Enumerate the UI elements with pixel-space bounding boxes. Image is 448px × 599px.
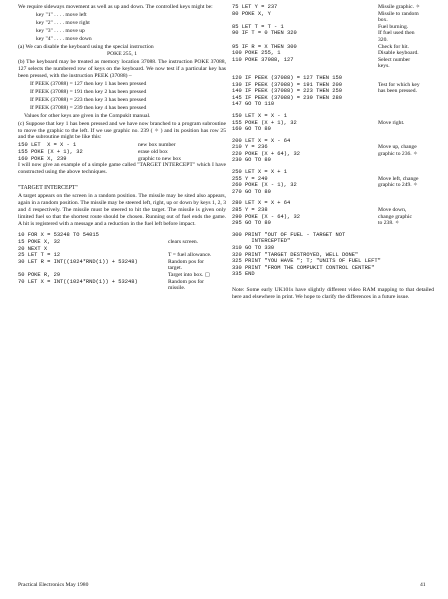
code-text: 50 POKE R, 29 bbox=[18, 272, 61, 278]
code-text: 220 POKE (X + 64), 32 bbox=[232, 150, 300, 157]
code-text: 250 LET X = X + 1 bbox=[232, 169, 287, 176]
code-comment: clears screen. bbox=[168, 239, 199, 246]
code-comment: T = fuel allowance. bbox=[168, 252, 212, 259]
code-comment: Move down, bbox=[378, 207, 407, 214]
code-text: INTERCEPTED" bbox=[232, 238, 291, 245]
code-block bbox=[232, 4, 434, 70]
code-text: 150 LET X = X - 1 bbox=[232, 112, 287, 119]
code-line bbox=[232, 271, 434, 278]
code-line bbox=[232, 169, 434, 176]
code-comment: Move right. bbox=[378, 119, 405, 126]
item-a-command: POKE 255, 1 bbox=[107, 51, 137, 58]
code-text: 15 POKE X, 32 bbox=[18, 239, 61, 246]
code-line bbox=[232, 157, 434, 164]
code-line bbox=[232, 232, 434, 239]
code-line bbox=[232, 95, 434, 102]
code-line bbox=[18, 142, 226, 149]
key-line: key "1" . . . . move left bbox=[36, 11, 87, 18]
item-c: (c) Suppose that key 1 has been pressed and we have now branched to a program subroutine to move the graphic to the left. If we use graphic no. 239 ( ✧ ) and its position has row 25 and the subroutine might be like this: bbox=[18, 120, 228, 141]
code-line bbox=[232, 258, 434, 265]
code-comment: target. bbox=[168, 265, 183, 272]
code-line bbox=[18, 252, 226, 259]
after-subroutine: I will now give an example of a simple game called "TARGET INTERCEPT" which I have constructed using the above techniques. bbox=[18, 162, 228, 175]
code-text: 295 GO TO 80 bbox=[232, 220, 271, 227]
code-text: 280 LET X = X + 64 bbox=[232, 200, 291, 207]
code-line bbox=[232, 151, 434, 158]
left-column bbox=[18, 4, 226, 292]
code-text: 310 GO TO 330 bbox=[232, 245, 275, 251]
code-comment: graphic to new box bbox=[138, 155, 182, 162]
code-line bbox=[232, 120, 434, 127]
item-b: (b) The keyboard may be treated as memory location 37088. The instruction POKE 37088, 127 selects the numbered row of keys on the keyboard. We now test if a particular key has been pressed, with the instruction PEEK (37088) – bbox=[18, 59, 228, 80]
code-line bbox=[232, 265, 434, 272]
code-text: 335 END bbox=[232, 271, 255, 278]
code-block bbox=[232, 113, 434, 133]
code-block bbox=[232, 232, 434, 278]
code-text: 145 IF PEEK (37088) = 239 THEN 280 bbox=[232, 94, 342, 101]
code-text: 230 GO TO 80 bbox=[232, 157, 271, 164]
code-text: 255 Y = 249 bbox=[232, 175, 268, 182]
code-line bbox=[232, 82, 434, 89]
key-line: key "3" . . . . move up bbox=[36, 27, 85, 34]
code-text: 325 PRINT "YOU HAVE "; T; "UNITS OF FUEL LEFT" bbox=[232, 258, 381, 265]
code-line bbox=[232, 88, 434, 95]
code-comment: Missile graphic. ✧ bbox=[378, 4, 421, 10]
code-comment: Select number bbox=[378, 56, 411, 63]
code-line bbox=[232, 126, 434, 133]
code-comment: change graphic bbox=[378, 213, 413, 220]
code-text: 120 IF PEEK (37088) = 127 THEN 150 bbox=[232, 74, 342, 81]
code-line bbox=[232, 30, 434, 37]
code-line bbox=[18, 149, 226, 156]
code-line bbox=[18, 285, 226, 292]
code-text: 140 IF PEEK (37088) = 223 THEN 250 bbox=[232, 88, 342, 95]
code-comment: Test for which key bbox=[378, 81, 420, 88]
code-comment: Target into box. ▢ bbox=[168, 272, 211, 278]
code-text: 155 POKE (X + 1), 32 bbox=[18, 148, 83, 155]
key-line: key "4" . . . . move down bbox=[36, 35, 92, 42]
code-line bbox=[232, 238, 434, 245]
code-line bbox=[232, 11, 434, 18]
code-comment: to 238. ✧ bbox=[378, 220, 400, 227]
key-list bbox=[18, 12, 226, 43]
code-block bbox=[232, 138, 434, 164]
code-line bbox=[232, 245, 434, 252]
peek-line: If PEEK (37088) = 239 then key 4 has been pressed bbox=[30, 104, 147, 111]
code-line bbox=[232, 63, 434, 70]
code-block bbox=[232, 200, 434, 226]
peek-line: If PEEK (37088) = 127 then key 1 has been pressed bbox=[30, 81, 147, 88]
code-text: 100 POKE 255, 1 bbox=[232, 50, 281, 57]
code-text: 30 LET R = INT((1024*RND(1)) + 53248) bbox=[18, 258, 138, 265]
code-block bbox=[232, 75, 434, 108]
code-text: 260 POKE (X - 1), 32 bbox=[232, 182, 297, 189]
code-comment: graphic to 249. ✧ bbox=[378, 182, 418, 189]
code-line bbox=[232, 200, 434, 207]
code-line bbox=[232, 220, 434, 227]
code-text: 20 NEXT X bbox=[18, 245, 48, 252]
code-comment: Move up, change bbox=[378, 144, 417, 151]
code-text: 25 LET T = 12 bbox=[18, 252, 61, 259]
code-line bbox=[232, 37, 434, 44]
code-text: 80 POKE X, Y bbox=[232, 10, 271, 17]
code-text: 150 LET X = X - 1 bbox=[18, 142, 77, 149]
item-a: (a) We can disable the keyboard using the special instruction bbox=[18, 43, 154, 50]
page-number: 41 bbox=[420, 582, 426, 588]
code-text: 155 POKE (X + 1), 32 bbox=[232, 119, 297, 126]
code-comment: erase old box bbox=[138, 148, 168, 155]
closing-note: Note: Some early UK101s have slightly different video RAM mapping to that detailed here and elsewhere in print. We hope to clarify the differences in a future issue. bbox=[232, 286, 436, 300]
code-text: 160 POKE X, 239 bbox=[18, 155, 67, 162]
code-block bbox=[232, 169, 434, 195]
code-comment: new box number bbox=[138, 142, 176, 149]
code-comment: Disable keyboard. bbox=[378, 50, 419, 57]
code-line bbox=[232, 207, 434, 214]
code-text: 330 PRINT "FROM THE COMPUKIT CONTROL CENTRE" bbox=[232, 264, 375, 271]
code-comment: Check for hit. bbox=[378, 43, 409, 50]
code-line bbox=[18, 265, 226, 272]
code-comment: Fuel burning. bbox=[378, 23, 409, 30]
code-text: 147 GO TO 110 bbox=[232, 101, 275, 108]
code-line bbox=[232, 138, 434, 145]
code-comment: Random pos for bbox=[168, 258, 205, 265]
code-text: 85 LET T = T - 1 bbox=[232, 23, 284, 30]
code-text: 290 POKE (X - 64), 32 bbox=[232, 213, 300, 220]
code-comment: has been pressed. bbox=[378, 88, 417, 95]
code-line bbox=[232, 214, 434, 221]
intro-paragraph: We require sideways movement as well as up and down. The controlled keys might be: bbox=[18, 4, 213, 10]
code-text: 200 LET X = X - 64 bbox=[232, 137, 291, 144]
code-comment: Move left, change bbox=[378, 175, 419, 182]
code-text: 285 Y = 238 bbox=[232, 207, 268, 214]
subroutine-listing bbox=[18, 142, 226, 162]
code-comment: missile. bbox=[168, 285, 186, 292]
footer-publication: Practical Electronics May 1980 bbox=[18, 582, 89, 588]
code-comment: 320. bbox=[378, 36, 388, 43]
code-line bbox=[18, 279, 226, 286]
code-text: 320 PRINT "TARGET DESTROYED, WELL DONE" bbox=[232, 251, 359, 258]
code-comment: If fuel used then bbox=[378, 30, 415, 37]
code-text: 90 IF T = 0 THEN 320 bbox=[232, 30, 297, 37]
game-description: A target appears on the screen in a random position. The missile may be sited also appears, again in a random position. The missile may be steered left, right, up or down by keys 1, 2, 3 and 4 respectively. The missile must be steered to hit the target. The missile is given only limited fuel so that the shortest route should be chosen. Running out of fuel ends the game. A hit is registered with a message and a reduction in the fuel left before impact. bbox=[18, 192, 228, 227]
code-line bbox=[232, 17, 434, 24]
code-line bbox=[232, 101, 434, 108]
code-comment: keys. bbox=[378, 63, 390, 70]
code-text: 95 IF R = X THEN 300 bbox=[232, 43, 297, 50]
code-text: 70 LET X = INT((1024*RND(1)) + 53248) bbox=[18, 278, 138, 285]
code-comment: Missile to random bbox=[378, 10, 419, 17]
code-text: 270 GO TO 80 bbox=[232, 188, 271, 195]
section-heading: "TARGET INTERCEPT" bbox=[18, 184, 78, 191]
code-line bbox=[232, 144, 434, 151]
peek-list bbox=[18, 81, 226, 112]
code-line bbox=[232, 182, 434, 189]
code-text: 210 Y = 236 bbox=[232, 144, 268, 151]
code-text: 110 POKE 37088, 127 bbox=[232, 56, 294, 63]
code-comment: graphic to 236. ✧ bbox=[378, 150, 418, 157]
program-listing-part1 bbox=[18, 232, 226, 291]
code-line bbox=[232, 252, 434, 259]
right-column bbox=[232, 4, 434, 302]
code-line bbox=[232, 57, 434, 64]
code-text: 300 PRINT "OUT OF FUEL - TARGET NOT bbox=[232, 231, 346, 238]
program-listing-part2 bbox=[232, 4, 434, 278]
code-line bbox=[18, 156, 226, 163]
code-line bbox=[18, 272, 226, 279]
code-comment: box. bbox=[378, 17, 388, 24]
key-line: key "2" . . . . move right bbox=[36, 19, 90, 26]
code-text: 10 FOR X = 53248 TO 54015 bbox=[18, 232, 99, 239]
item-b-tail: Values for other keys are given in the Compukit manual. bbox=[24, 112, 151, 119]
code-line bbox=[232, 189, 434, 196]
peek-line: If PEEK (37088) = 223 then key 3 has been pressed bbox=[30, 96, 147, 103]
code-line bbox=[232, 44, 434, 51]
code-text: 130 IF PEEK (37088) = 191 THEN 200 bbox=[232, 81, 342, 88]
code-line bbox=[18, 259, 226, 266]
peek-line: If PEEK (37088) = 191 then key 2 has been pressed bbox=[30, 88, 147, 95]
code-text: 75 LET Y = 237 bbox=[232, 4, 278, 10]
code-line bbox=[232, 4, 434, 11]
code-line bbox=[232, 75, 434, 82]
code-comment: Random pos for bbox=[168, 278, 205, 285]
code-line bbox=[18, 232, 226, 239]
code-line bbox=[232, 113, 434, 120]
code-line bbox=[232, 50, 434, 57]
code-text: 160 GO TO 80 bbox=[232, 126, 271, 133]
code-line bbox=[18, 239, 226, 246]
